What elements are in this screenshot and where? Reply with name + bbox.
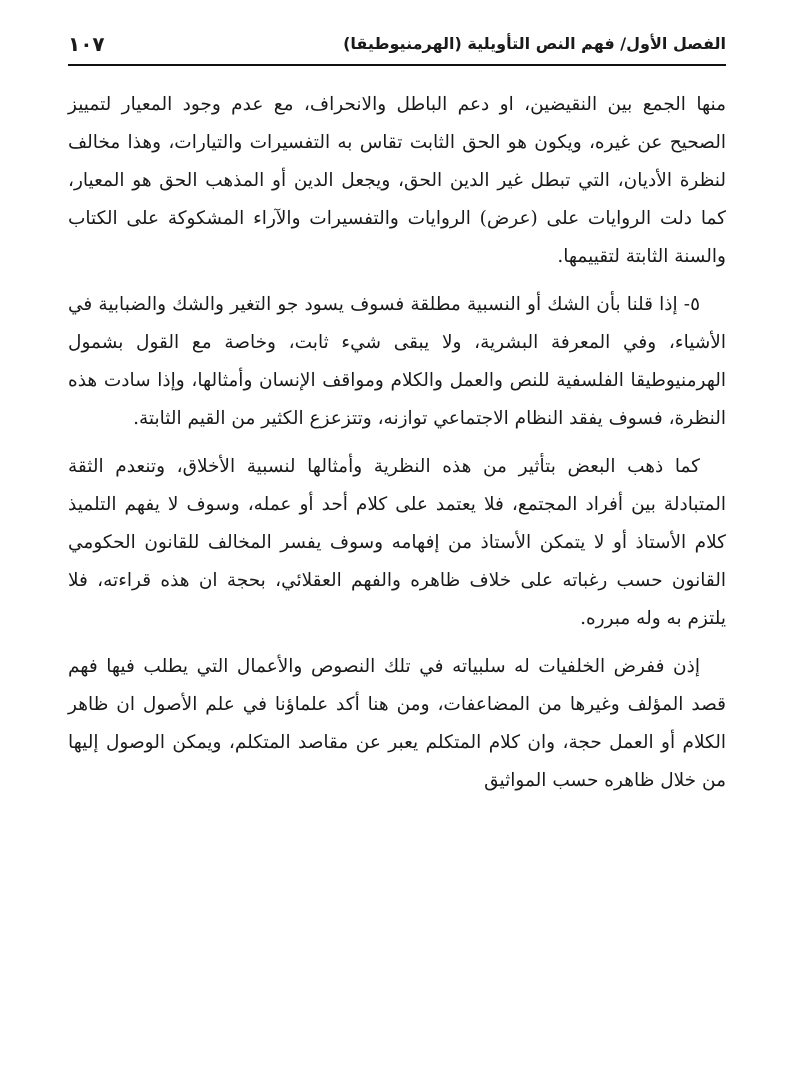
paragraph: منها الجمع بين النقيضين، او دعم الباطل والانحراف، مع عدم وجود المعيار لتمييز الصحيح عن غيره، ويكون هو الحق الثابت تقاس به التفسيرات والتيارات، وهذا مخالف لنظرة الأديان، التي تبطل غير الدين الحق، ويجعل الدين أو المذهب الحق هو المعيار، كما دلت الروايات على (عرض) الروايات والتفسيرات والآراء المشكوكة على الكتاب والسنة الثابتة لتقييمها.	[68, 94, 726, 267]
paragraph: كما ذهب البعض بتأثير من هذه النظرية وأمثالها لنسبية الأخلاق، وتنعدم الثقة المتبادلة بين أفراد المجتمع، فلا يعتمد على كلام أحد أو عمله، وسوف لا يفهم التلميذ كلام الأستاذ أو لا يتمكن الأستاذ من إفهامه وسوف يفسر المخالف للقانون الحكومي القانون حسب رغباته على خلاف ظاهره والفهم العقلائي، بحجة ان هذه قراءته، فلا يلتزم به وله مبرره.	[68, 456, 726, 629]
chapter-title: الفصل الأول/ فهم النص التأويلية (الهرمنيوطيقا)	[343, 34, 726, 53]
running-header	[68, 28, 726, 62]
body-text	[68, 86, 726, 810]
header-divider	[68, 64, 726, 66]
paragraph: إذن ففرض الخلفيات له سلبياته في تلك النصوص والأعمال التي يطلب فيها فهم قصد المؤلف وغيرها من المضاعفات، ومن هنا أكد علماؤنا في علم الأصول ان ظاهر الكلام أو العمل حجة، وان كلام المتكلم يعبر عن مقاصد المتكلم، ويمكن الوصول إليها من خلال ظاهره حسب المواثيق	[68, 656, 726, 791]
page-number: ١٠٧	[68, 32, 105, 56]
paragraph: ٥- إذا قلنا بأن الشك أو النسبية مطلقة فسوف يسود جو التغير والشك والضبابية في الأشياء، وفي المعرفة البشرية، ولا يبقى شيء ثابت، وخاصة مع القول بشمول الهرمنيوطيقا الفلسفية للنص والعمل والكلام ومواقف الإنسان وأمثالها، وإذا سادت هذه النظرة، فسوف يفقد النظام الاجتماعي توازنه، وتتزعزع الكثير من القيم الثابتة.	[68, 294, 726, 429]
